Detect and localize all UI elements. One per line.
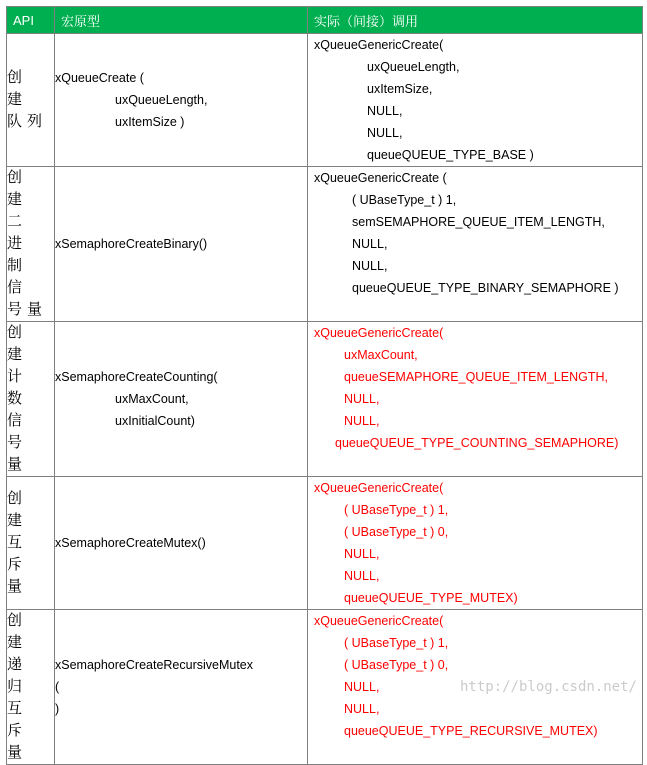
actual-call-cell: xQueueGenericCreate( ( UBaseType_t ) 1, ( UBaseType_t ) 0, NULL, NULL, queueQUEUE_TYPE_RECURSIVE_MUTEX) [308, 610, 643, 765]
category-cell: 创 建 二 进 制 信 号量 [7, 167, 55, 322]
table-row [7, 167, 643, 322]
header-api: API [7, 7, 55, 34]
category-cell: 创 建 队列 [7, 34, 55, 167]
macro-cell: xSemaphoreCreateCounting( uxMaxCount, uxInitialCount) [55, 322, 308, 477]
category-cell: 创 建 递 归 互 斥 量 [7, 610, 55, 765]
header-macro-prototype: 宏原型 [55, 7, 308, 34]
api-table [6, 6, 643, 765]
actual-call-cell: xQueueGenericCreate( uxQueueLength, uxItemSize, NULL, NULL, queueQUEUE_TYPE_BASE ) [308, 34, 643, 167]
table-row [7, 477, 643, 610]
actual-call-cell: xQueueGenericCreate( ( UBaseType_t ) 1, ( UBaseType_t ) 0, NULL, NULL, queueQUEUE_TYPE_MUTEX) [308, 477, 643, 610]
table-row [7, 34, 643, 167]
category-cell: 创 建 互 斥 量 [7, 477, 55, 610]
header-row [7, 7, 643, 34]
macro-cell: xSemaphoreCreateRecursiveMutex ( ) [55, 610, 308, 765]
table-row [7, 322, 643, 477]
actual-call-cell: xQueueGenericCreate ( ( UBaseType_t ) 1, semSEMAPHORE_QUEUE_ITEM_LENGTH, NULL, NULL, queueQUEUE_TYPE_BINARY_SEMAPHORE ) [308, 167, 643, 322]
header-actual-call: 实际（间接）调用 [308, 7, 643, 34]
macro-cell: xSemaphoreCreateMutex() [55, 477, 308, 610]
table-row [7, 610, 643, 765]
actual-call-cell: xQueueGenericCreate( uxMaxCount, queueSEMAPHORE_QUEUE_ITEM_LENGTH, NULL, NULL, queueQUEUE_TYPE_COUNTING_SEMAPHORE) [308, 322, 643, 477]
category-cell: 创 建 计 数 信 号 量 [7, 322, 55, 477]
watermark: http://blog.csdn.net/ [459, 679, 637, 695]
macro-cell: xQueueCreate ( uxQueueLength, uxItemSize ) [55, 34, 308, 167]
macro-cell: xSemaphoreCreateBinary() [55, 167, 308, 322]
